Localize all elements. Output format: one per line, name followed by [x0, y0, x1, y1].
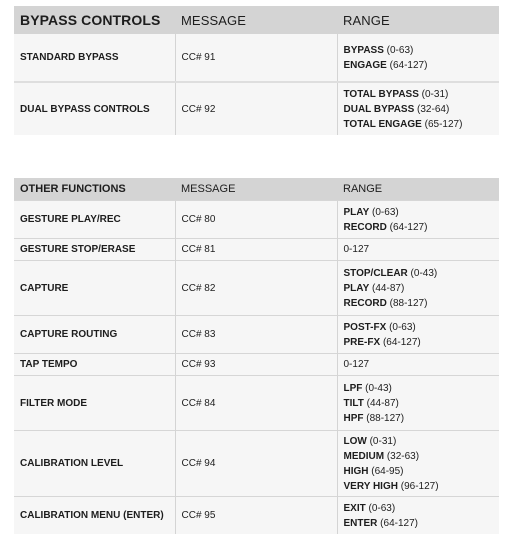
- table-row: [14, 354, 499, 376]
- range-values: (88-127): [363, 412, 405, 424]
- range-value: [337, 376, 499, 431]
- range-line: [344, 464, 500, 479]
- range-label: TOTAL ENGAGE: [343, 118, 422, 130]
- range-line: [344, 117, 500, 132]
- range-line: [344, 411, 500, 426]
- range-line: [344, 266, 500, 281]
- range-label: LOW: [343, 435, 367, 447]
- range-line: [344, 242, 500, 257]
- range-line: [344, 43, 500, 58]
- range-value: [337, 201, 499, 239]
- range-label: STOP/CLEAR: [343, 267, 408, 279]
- range-values: (64-127): [380, 336, 421, 348]
- bypass-controls-table: [14, 6, 499, 135]
- range-values: (0-63): [365, 502, 396, 514]
- table-row: [14, 201, 499, 239]
- range-label: HIGH: [343, 465, 369, 477]
- range-label: MEDIUM: [343, 450, 385, 462]
- function-name: GESTURE PLAY/REC: [14, 201, 175, 239]
- range-values: (64-127): [377, 517, 418, 529]
- table-row: [14, 431, 499, 497]
- range-values: (64-127): [386, 221, 428, 233]
- range-label: RECORD: [343, 221, 387, 233]
- range-label: VERY HIGH: [343, 480, 398, 492]
- range-line: [344, 296, 500, 311]
- message-value: CC# 94: [175, 431, 337, 497]
- message-value: CC# 82: [175, 261, 337, 316]
- range-line: [344, 281, 500, 296]
- table-row: [14, 497, 499, 535]
- range-values: (32-64): [414, 103, 450, 115]
- table-row: [14, 239, 499, 261]
- range-line: [344, 449, 500, 464]
- table-row: [14, 34, 499, 82]
- header-bypass-controls: BYPASS CONTROLS: [14, 6, 175, 34]
- header-range: RANGE: [337, 178, 499, 201]
- other-functions-table: [14, 178, 499, 534]
- range-values: (0-43): [362, 382, 392, 394]
- range-value: [337, 82, 499, 135]
- range-label: BYPASS: [343, 44, 384, 56]
- range-line: [344, 335, 500, 350]
- message-value: CC# 80: [175, 201, 337, 239]
- range-values: (0-31): [366, 435, 397, 447]
- other-header-row: [14, 178, 499, 201]
- table-row: [14, 316, 499, 354]
- range-values: 0-127: [343, 359, 370, 370]
- range-line: [344, 381, 500, 396]
- range-value: [337, 261, 499, 316]
- range-values: (0-31): [418, 88, 449, 100]
- message-value: CC# 93: [175, 354, 337, 376]
- range-value: [337, 497, 499, 535]
- range-label: POST-FX: [343, 321, 387, 333]
- range-line: [344, 479, 500, 494]
- table-row: [14, 261, 499, 316]
- header-message: MESSAGE: [175, 6, 337, 34]
- range-line: [344, 220, 500, 235]
- range-line: [344, 516, 500, 531]
- range-label: DUAL BYPASS: [343, 103, 415, 115]
- function-name: DUAL BYPASS CONTROLS: [14, 82, 175, 135]
- function-name: CALIBRATION MENU (ENTER): [14, 497, 175, 535]
- range-value: [337, 239, 499, 261]
- function-name: FILTER MODE: [14, 376, 175, 431]
- message-value: CC# 92: [175, 82, 337, 135]
- function-name: CAPTURE ROUTING: [14, 316, 175, 354]
- range-line: [344, 320, 500, 335]
- range-values: 0-127: [343, 244, 370, 255]
- range-value: [337, 354, 499, 376]
- range-values: (65-127): [421, 118, 463, 130]
- function-name: STANDARD BYPASS: [14, 34, 175, 82]
- table-row: [14, 82, 499, 135]
- range-label: HPF: [343, 412, 364, 424]
- function-name: TAP TEMPO: [14, 354, 175, 376]
- header-message: MESSAGE: [175, 178, 337, 201]
- range-values: (64-95): [368, 465, 404, 477]
- range-label: ENGAGE: [343, 59, 387, 71]
- range-line: [344, 205, 500, 220]
- bypass-header-row: [14, 6, 499, 34]
- header-range: RANGE: [337, 6, 499, 34]
- range-label: TOTAL BYPASS: [343, 88, 419, 100]
- range-value: [337, 316, 499, 354]
- function-name: CAPTURE: [14, 261, 175, 316]
- range-values: (44-87): [363, 397, 399, 409]
- range-values: (0-63): [383, 44, 414, 56]
- range-values: (96-127): [397, 480, 439, 492]
- range-label: RECORD: [343, 297, 387, 309]
- range-line: [344, 58, 500, 73]
- range-values: (88-127): [386, 297, 428, 309]
- message-value: CC# 81: [175, 239, 337, 261]
- range-label: PLAY: [343, 206, 370, 218]
- range-line: [344, 396, 500, 411]
- range-value: [337, 34, 499, 82]
- message-value: CC# 95: [175, 497, 337, 535]
- range-label: LPF: [343, 382, 363, 394]
- range-label: PRE-FX: [343, 336, 381, 348]
- range-line: [344, 102, 500, 117]
- message-value: CC# 83: [175, 316, 337, 354]
- range-label: TILT: [343, 397, 364, 409]
- function-name: GESTURE STOP/ERASE: [14, 239, 175, 261]
- range-values: (0-63): [386, 321, 416, 333]
- header-other-functions: OTHER FUNCTIONS: [14, 178, 175, 201]
- range-values: (44-87): [369, 282, 405, 294]
- range-value: [337, 431, 499, 497]
- range-line: [344, 501, 500, 516]
- range-line: [344, 434, 500, 449]
- range-values: (0-43): [407, 267, 438, 279]
- range-label: ENTER: [343, 517, 378, 529]
- range-line: [344, 87, 500, 102]
- range-line: [344, 357, 500, 372]
- range-label: PLAY: [343, 282, 370, 294]
- range-values: (0-63): [369, 206, 399, 218]
- range-values: (32-63): [384, 450, 420, 462]
- range-values: (64-127): [386, 59, 428, 71]
- message-value: CC# 84: [175, 376, 337, 431]
- table-row: [14, 376, 499, 431]
- function-name: CALIBRATION LEVEL: [14, 431, 175, 497]
- message-value: CC# 91: [175, 34, 337, 82]
- range-label: EXIT: [343, 502, 366, 514]
